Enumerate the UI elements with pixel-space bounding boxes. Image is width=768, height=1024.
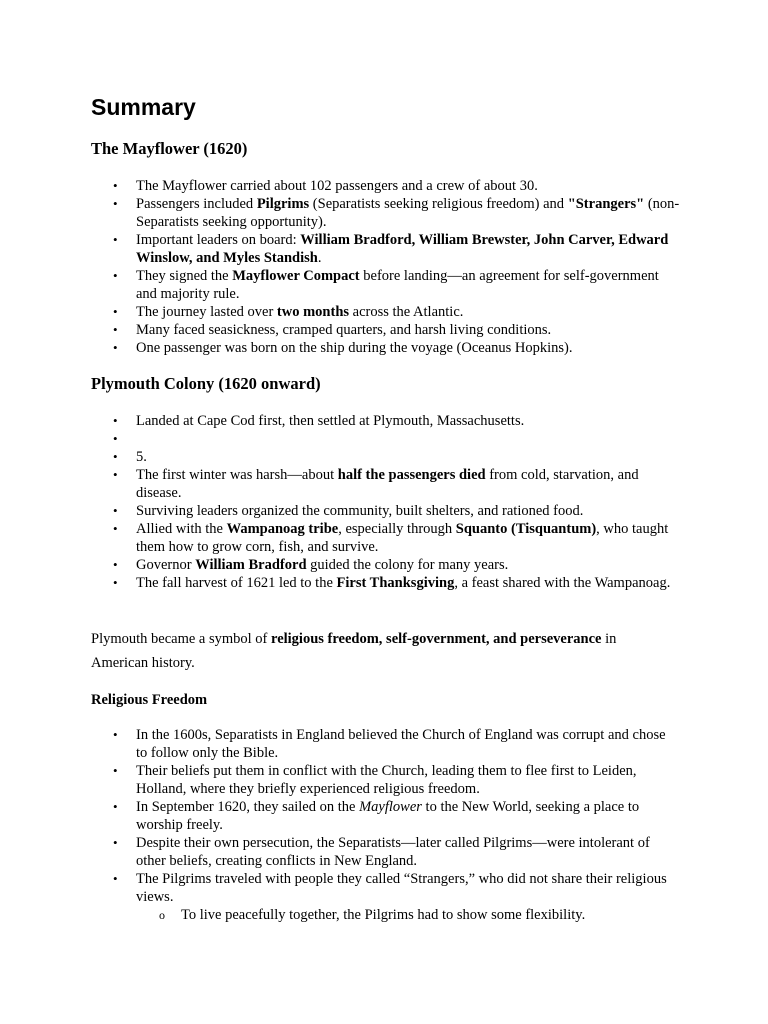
bullet-icon: • — [113, 449, 118, 464]
text-run: The first winter was harsh—about — [136, 467, 338, 483]
list-item — [0, 339, 680, 357]
bullet-icon: • — [113, 799, 118, 814]
bold-text: William Bradford — [195, 557, 307, 573]
bullet-icon: • — [113, 304, 118, 319]
bold-text: William Bradford, William Brewster, John Carver, Edward Winslow, and Myles Standish — [136, 232, 669, 266]
text-run: , a feast shared with the Wampanoag. — [454, 575, 671, 591]
list-item — [0, 195, 680, 231]
text-run: The Mayflower carried about 102 passengers and a crew of about 30. — [136, 178, 538, 194]
plymouth-list — [0, 412, 680, 592]
text-run: Surviving leaders organized the community, built shelters, and rationed food. — [136, 503, 584, 519]
bold-text: half the passengers died — [337, 467, 486, 483]
text-run: guided the colony for many years. — [306, 557, 509, 573]
bold-text: First Thanksgiving — [336, 575, 455, 591]
text-run: , who taught them how to grow corn, fish, and survive. — [136, 521, 669, 555]
text-run: across the Atlantic. — [349, 304, 464, 320]
text-run: before landing—an agreement for self-government and majority rule. — [136, 268, 659, 302]
bullet-icon: • — [113, 431, 118, 446]
bullet-icon: • — [113, 557, 118, 572]
text-run: Landed at Cape Cod first, then settled at Plymouth, Massachusetts. — [136, 413, 525, 429]
section-heading-mayflower: The Mayflower (1620) — [91, 139, 248, 158]
sub-list — [136, 906, 680, 924]
italic-text: Mayflower — [359, 799, 422, 815]
bullet-icon: • — [113, 196, 118, 211]
text-run: Despite their own persecution, the Separatists—later called Pilgrims—were intolerant of other beliefs, creating conflicts in New England. — [136, 835, 650, 869]
text-run: One passenger was born on the ship during the voyage (Oceanus Hopkins). — [136, 340, 573, 356]
text-run: Plymouth became a symbol of — [91, 631, 272, 647]
bullet-icon: • — [113, 521, 118, 536]
bullet-icon: • — [113, 575, 118, 590]
bullet-icon: • — [113, 763, 118, 778]
bullet-icon: • — [113, 232, 118, 247]
text-run: The fall harvest of 1621 led to the — [136, 575, 337, 591]
list-item — [0, 798, 680, 834]
text-run: in American history. — [91, 631, 617, 671]
mayflower-list — [0, 177, 680, 357]
religious-freedom-list — [0, 726, 680, 924]
list-item — [0, 834, 680, 870]
list-item — [0, 726, 680, 762]
bullet-icon: • — [113, 467, 118, 482]
text-run: Many faced seasickness, cramped quarters, and harsh living conditions. — [136, 322, 552, 338]
bullet-icon: • — [113, 835, 118, 850]
text-run: , especially through — [338, 521, 456, 537]
bullet-icon: • — [113, 413, 118, 428]
bold-text: Wampanoag tribe — [226, 521, 339, 537]
text-run: In the 1600s, Separatists in England believed the Church of England was corrupt and chose to follow only the Bible. — [136, 727, 666, 761]
text-run: Allied with the — [136, 521, 227, 537]
list-item — [0, 267, 680, 303]
text-run: (Separatists seeking religious freedom) and — [309, 196, 568, 212]
list-item — [0, 520, 680, 556]
list-item — [0, 466, 680, 502]
bullet-icon: • — [113, 503, 118, 518]
bullet-icon: • — [113, 322, 118, 337]
list-item — [0, 430, 680, 448]
sub-list-item — [136, 906, 680, 924]
section-heading-religious-freedom: Religious Freedom — [91, 692, 208, 708]
text-run: Governor — [136, 557, 196, 573]
list-item — [0, 556, 680, 574]
text-run: They signed the — [136, 268, 233, 284]
list-item — [0, 574, 680, 592]
text-run: In September 1620, they sailed on the — [136, 799, 360, 815]
bold-text: two months — [276, 304, 350, 320]
text-run: from cold, starvation, and disease. — [136, 467, 639, 501]
bullet-icon: • — [113, 727, 118, 742]
text-run: to the New World, seeking a place to worship freely. — [136, 799, 640, 833]
bold-text: Squanto (Tisquantum) — [455, 521, 597, 537]
list-item — [0, 231, 680, 267]
text-run: To live peacefully together, the Pilgrims had to show some flexibility. — [181, 907, 586, 923]
bullet-icon: • — [113, 268, 118, 283]
bold-text: religious freedom, self-government, and perseverance — [271, 631, 602, 647]
page-title: Summary — [91, 94, 196, 120]
text-run: (non-Separatists seeking opportunity). — [136, 196, 680, 230]
text-run: Passengers included — [136, 196, 257, 212]
bullet-icon: • — [113, 871, 118, 886]
bullet-icon: • — [113, 340, 118, 355]
bold-text: Mayflower Compact — [232, 268, 360, 284]
text-run: Their beliefs put them in conflict with the Church, leading them to flee first to Leiden, Holland, where they briefly experienced religious freedom. — [136, 763, 637, 797]
bullet-icon: • — [113, 178, 118, 193]
list-item — [0, 762, 680, 798]
list-item — [0, 870, 680, 924]
section-heading-plymouth: Plymouth Colony (1620 onward) — [91, 374, 321, 393]
list-item — [0, 412, 680, 430]
list-item — [0, 502, 680, 520]
bold-text: "Strangers" — [567, 196, 645, 212]
text-run: The Pilgrims traveled with people they called “Strangers,” who did not share their religious views. — [136, 871, 667, 905]
list-item — [0, 321, 680, 339]
sub-bullet-icon: o — [159, 908, 165, 922]
list-item — [0, 448, 680, 466]
text-run: . — [317, 250, 322, 266]
text-run: The journey lasted over — [136, 304, 277, 320]
bold-text: Pilgrims — [256, 196, 310, 212]
text-run: 5. — [136, 449, 147, 465]
list-item — [0, 177, 680, 195]
list-item — [0, 303, 680, 321]
text-run: Important leaders on board: — [136, 232, 301, 248]
summary-paragraph — [91, 627, 671, 675]
